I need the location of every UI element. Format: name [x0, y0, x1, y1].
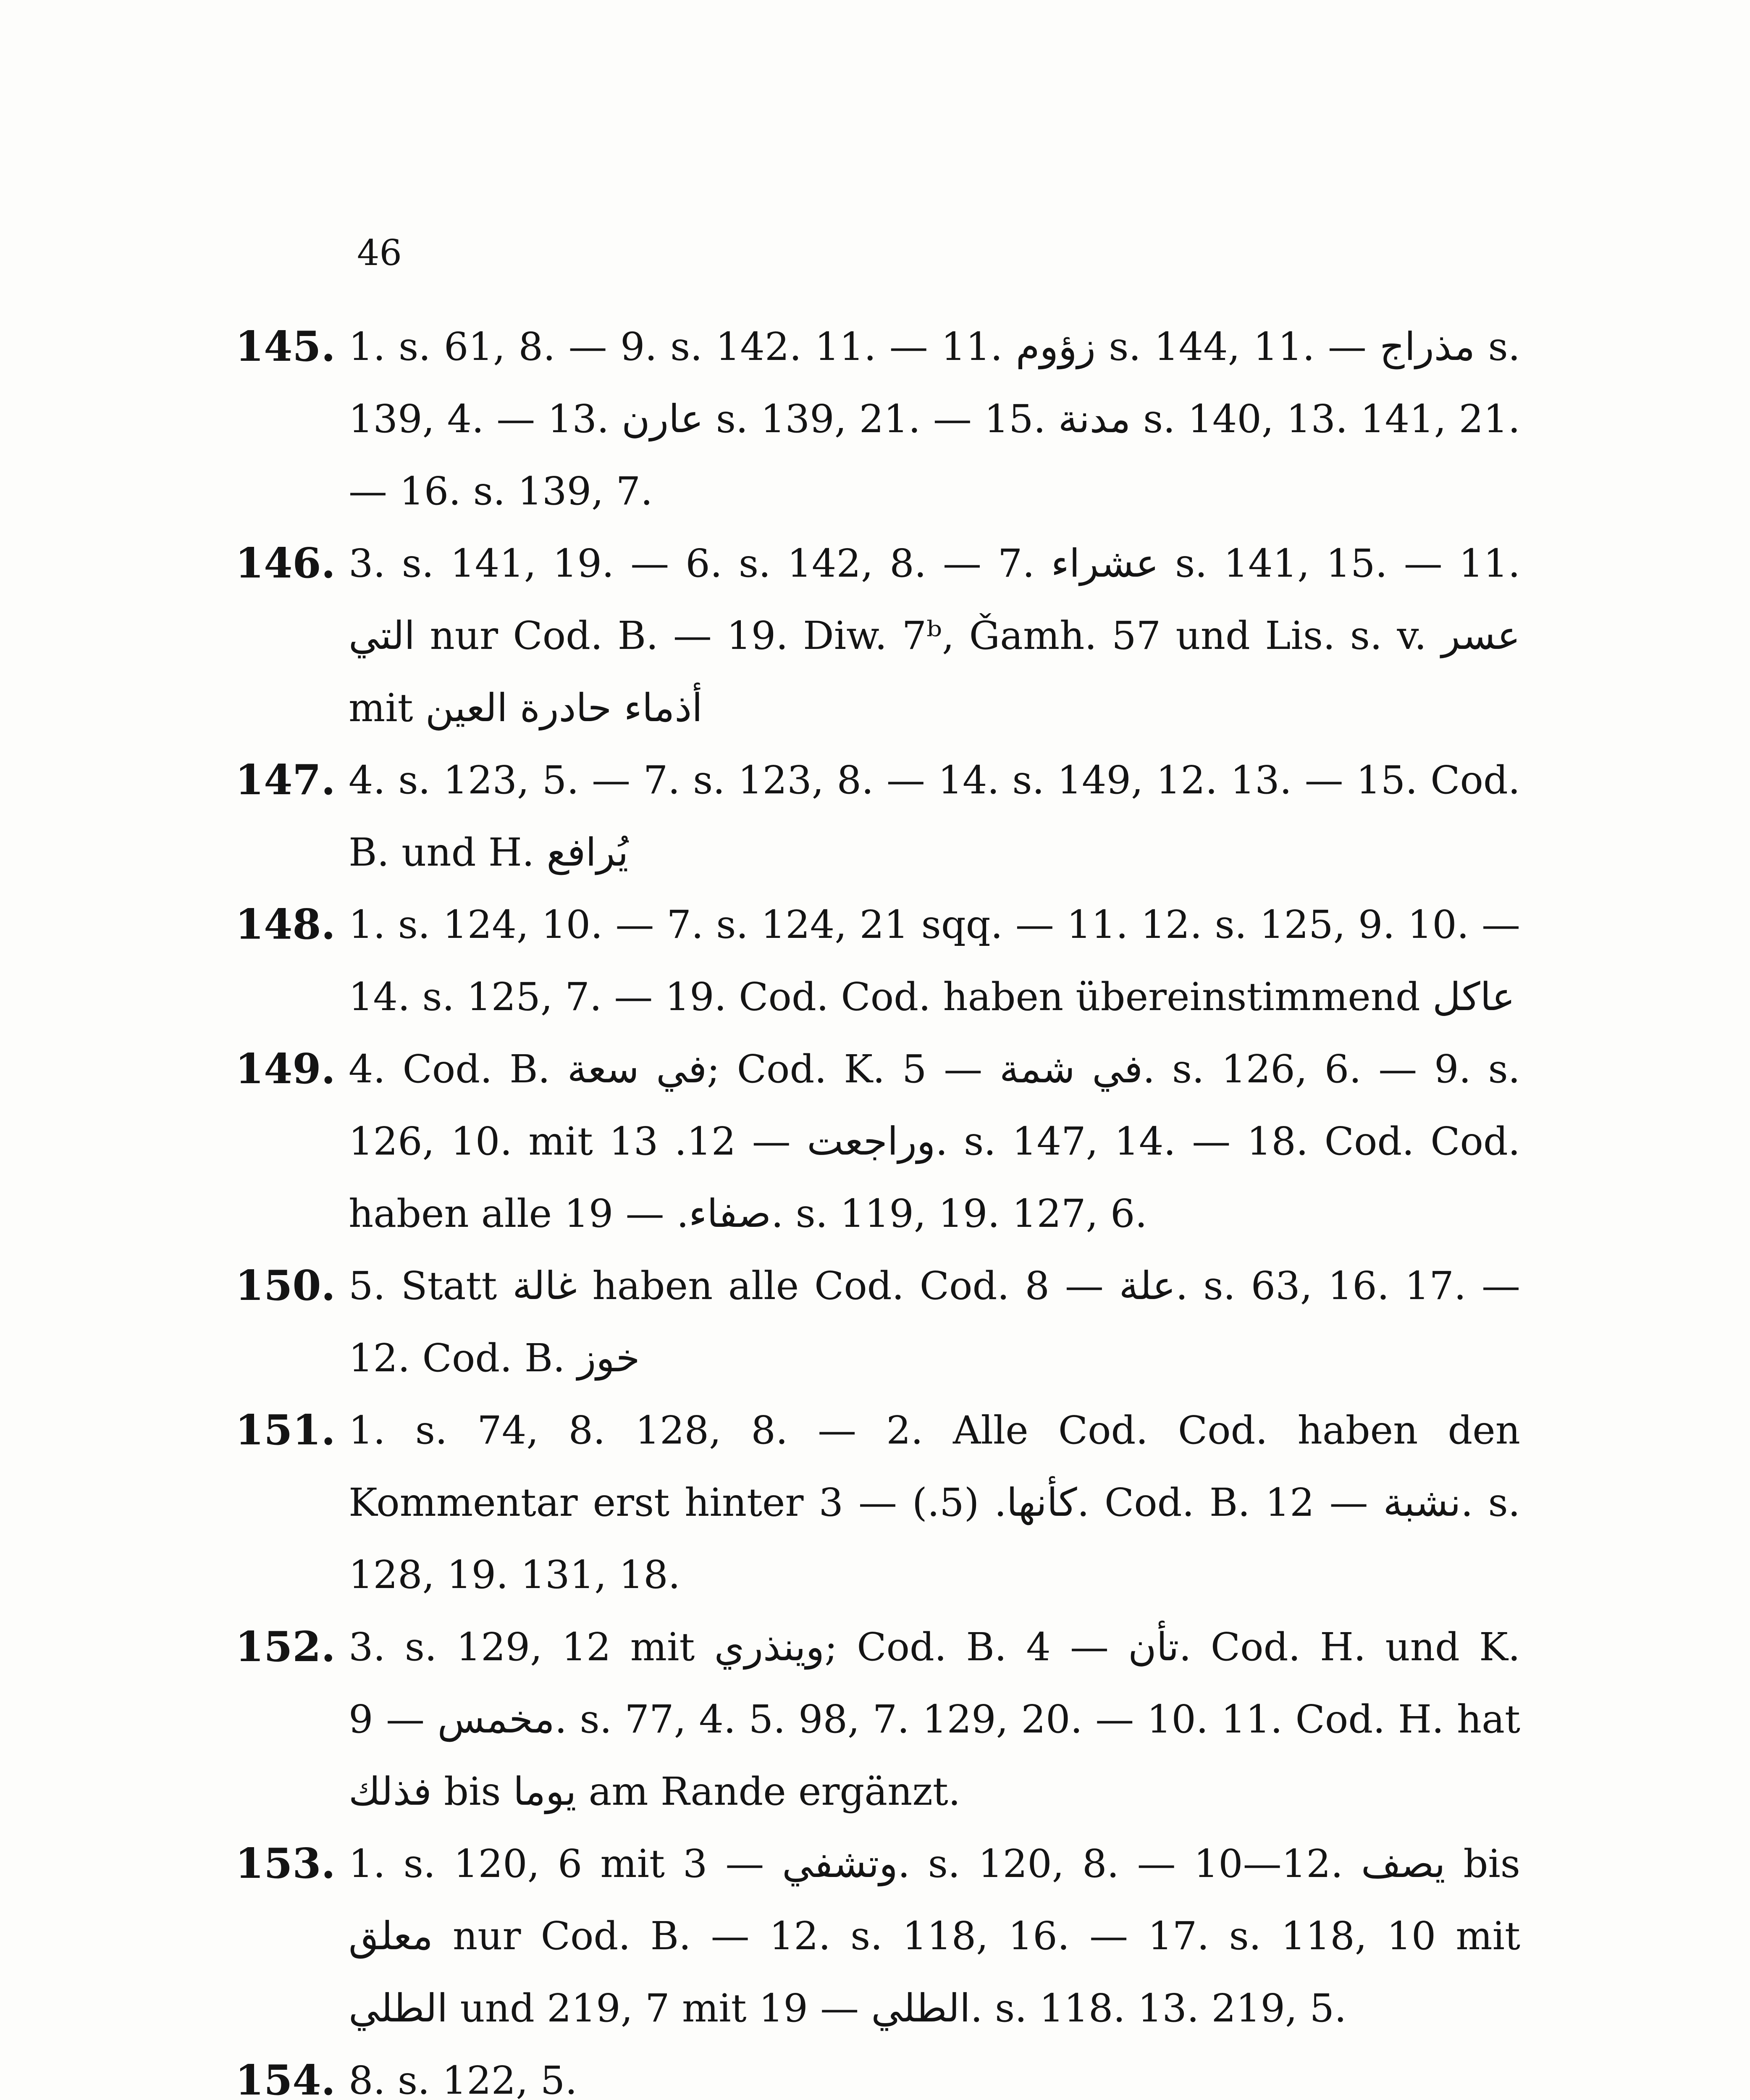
- note-entry-151: [235, 1394, 1520, 1611]
- note-entry-145: [235, 311, 1520, 528]
- entry-number: 151.: [235, 1406, 336, 1454]
- entry-number: 150.: [235, 1262, 336, 1310]
- note-entry-148: [235, 889, 1520, 1033]
- entry-text: 3. s. 141, 19. — 6. s. 142, 8. — 7. عشراء s. 141, 15. — 11. التي nur Cod. B. — 19. Diw. 7ᵇ, Ǧamh. 57 und Lis. s. v. عسر mit أذماء حادرة العين: [349, 541, 1520, 730]
- entry-number: 154.: [235, 2056, 336, 2100]
- entry-text: 1. s. 61, 8. — 9. s. 142. 11. — 11. زؤوم s. 144, 11. — مذراج s. 139, 4. — 13. عارن s. 139, 21. — 15. مدنة s. 140, 13. 141, 21. — 16. s. 139, 7.: [349, 324, 1520, 514]
- entry-text: 5. Statt غالة haben alle Cod. Cod. علة — 8. s. 63, 16. 17. — 12. Cod. B. خوز: [349, 1263, 1521, 1381]
- entry-text: 4. s. 123, 5. — 7. s. 123, 8. — 14. s. 149, 12. 13. — 15. Cod. B. und H. يُرافع: [349, 758, 1520, 875]
- note-entry-154: [235, 2045, 1520, 2100]
- note-entry-152: [235, 1611, 1520, 1828]
- entry-text: 3. s. 129, 12 mit وينذري; Cod. B. تأن — 4. Cod. H. und K. مخمس — 9. s. 77, 4. 5. 98, 7. 129, 20. — 10. 11. Cod. H. hat فذلك bis يوما am Rande ergänzt.: [349, 1625, 1521, 1814]
- note-entry-153: [235, 1828, 1520, 2045]
- note-entry-150: [235, 1250, 1520, 1394]
- entry-number: 146.: [235, 539, 336, 588]
- entry-text: 4. Cod. B. في سعة; Cod. K. في شمة — 5. s. 126, 6. — 9. s. 126, 10. mit وراجعت — 12. 13. s. 147, 14. — 18. Cod. Cod. haben alle صفاء. — 19. s. 119, 19. 127, 6.: [349, 1047, 1520, 1236]
- entry-text: 8. s. 122, 5.: [349, 2058, 577, 2100]
- note-entry-147: [235, 744, 1520, 889]
- entry-number: 148.: [235, 900, 336, 949]
- entry-number: 147.: [235, 756, 336, 804]
- entry-number: 152.: [235, 1623, 336, 1671]
- entry-text: 1. s. 124, 10. — 7. s. 124, 21 sqq. — 11. 12. s. 125, 9. 10. — 14. s. 125, 7. — 19. Cod. Cod. haben übereinstimmend عاكل: [349, 902, 1520, 1019]
- note-entry-149: [235, 1033, 1520, 1250]
- entry-text: 1. s. 74, 8. 128, 8. — 2. Alle Cod. Cod. haben den Kommentar erst hinter كأنها. (5.) — 3. Cod. B. نشبة — 12. s. 128, 19. 131, 18.: [349, 1408, 1520, 1597]
- note-entry-146: [235, 528, 1520, 744]
- page-number: 46: [357, 232, 402, 273]
- entry-number: 153.: [235, 1840, 336, 1888]
- entry-text: 1. s. 120, 6 mit وتشفي — 3. s. 120, 8. — 10—12. يصف bis معلق nur Cod. B. — 12. s. 118, 16. — 17. s. 118, 10 mit الطلي und 219, 7 mit الطلي — 19. s. 118. 13. 219, 5.: [349, 1841, 1520, 2031]
- entry-number: 149.: [235, 1045, 336, 1093]
- notes-list: [235, 311, 1520, 2100]
- entry-number: 145.: [235, 323, 336, 371]
